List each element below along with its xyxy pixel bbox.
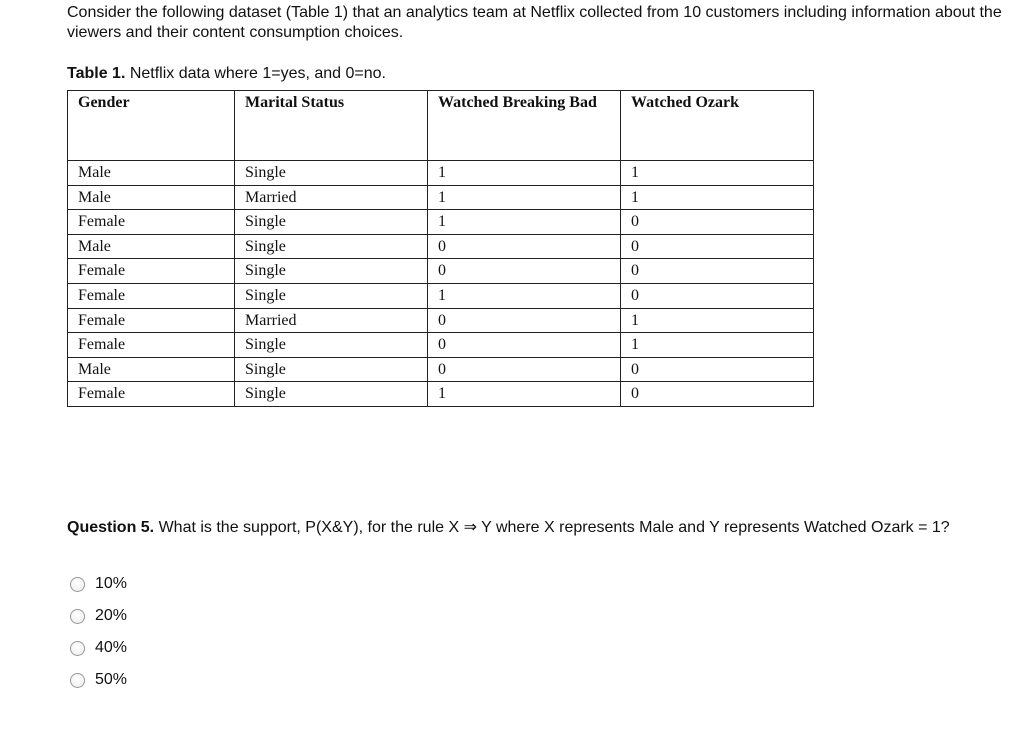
table-caption <box>67 64 386 84</box>
answer-option-10[interactable] <box>70 568 127 600</box>
cell-marital-status: Single <box>235 333 428 358</box>
cell-gender: Female <box>68 382 235 407</box>
radio-button[interactable] <box>70 673 85 688</box>
cell-gender: Female <box>68 210 235 235</box>
table-row <box>68 185 814 210</box>
table-caption-label: Table 1. <box>67 65 126 82</box>
header-watched-breaking-bad: Watched Breaking Bad <box>428 91 621 161</box>
question-body: What is the support, P(X&Y), for the rule X ⇒ Y where X represents Male and Y represents Watched Ozark = 1? <box>154 519 950 536</box>
cell-gender: Female <box>68 259 235 284</box>
answer-option-20[interactable] <box>70 600 127 632</box>
cell-gender: Male <box>68 161 235 186</box>
answer-option-50[interactable] <box>70 664 127 696</box>
cell-breaking-bad: 1 <box>428 283 621 308</box>
header-gender: Gender <box>68 91 235 161</box>
cell-marital-status: Married <box>235 308 428 333</box>
answer-options <box>70 568 127 696</box>
table-header-row <box>68 91 814 161</box>
answer-option-label: 20% <box>95 607 128 624</box>
answer-option-40[interactable] <box>70 632 127 664</box>
cell-breaking-bad: 0 <box>428 308 621 333</box>
header-watched-ozark: Watched Ozark <box>621 91 814 161</box>
cell-breaking-bad: 0 <box>428 259 621 284</box>
cell-marital-status: Single <box>235 382 428 407</box>
intro-text: Consider the following dataset (Table 1) that an analytics team at Netflix collected from 10 customers including information about the viewers and their content consumption choices. <box>67 4 1002 41</box>
cell-breaking-bad: 0 <box>428 234 621 259</box>
cell-gender: Male <box>68 185 235 210</box>
table-row <box>68 210 814 235</box>
cell-gender: Male <box>68 234 235 259</box>
netflix-data-table <box>67 90 814 407</box>
radio-button[interactable] <box>70 609 85 624</box>
cell-ozark: 1 <box>621 333 814 358</box>
cell-marital-status: Single <box>235 259 428 284</box>
cell-marital-status: Married <box>235 185 428 210</box>
cell-ozark: 0 <box>621 210 814 235</box>
cell-gender: Male <box>68 357 235 382</box>
header-marital-status: Marital Status <box>235 91 428 161</box>
cell-ozark: 1 <box>621 185 814 210</box>
table-row <box>68 357 814 382</box>
answer-option-label: 50% <box>95 671 128 688</box>
question-text <box>67 518 1019 538</box>
cell-marital-status: Single <box>235 283 428 308</box>
cell-marital-status: Single <box>235 234 428 259</box>
cell-ozark: 0 <box>621 234 814 259</box>
cell-breaking-bad: 0 <box>428 357 621 382</box>
cell-breaking-bad: 1 <box>428 210 621 235</box>
table-row <box>68 283 814 308</box>
cell-marital-status: Single <box>235 161 428 186</box>
cell-ozark: 0 <box>621 357 814 382</box>
table-row <box>68 161 814 186</box>
table-row <box>68 382 814 407</box>
answer-option-label: 10% <box>95 575 128 592</box>
cell-breaking-bad: 1 <box>428 185 621 210</box>
question-label: Question 5. <box>67 519 155 536</box>
cell-breaking-bad: 1 <box>428 161 621 186</box>
cell-ozark: 0 <box>621 259 814 284</box>
cell-breaking-bad: 0 <box>428 333 621 358</box>
cell-ozark: 0 <box>621 283 814 308</box>
cell-ozark: 0 <box>621 382 814 407</box>
table-row <box>68 308 814 333</box>
table-caption-text: Netflix data where 1=yes, and 0=no. <box>125 65 386 82</box>
cell-ozark: 1 <box>621 308 814 333</box>
cell-marital-status: Single <box>235 210 428 235</box>
answer-option-label: 40% <box>95 639 128 656</box>
radio-button[interactable] <box>70 577 85 592</box>
cell-gender: Female <box>68 333 235 358</box>
cell-breaking-bad: 1 <box>428 382 621 407</box>
table-row <box>68 234 814 259</box>
table-row <box>68 259 814 284</box>
cell-gender: Female <box>68 308 235 333</box>
table-row <box>68 333 814 358</box>
cell-marital-status: Single <box>235 357 428 382</box>
radio-button[interactable] <box>70 641 85 656</box>
cell-ozark: 1 <box>621 161 814 186</box>
cell-gender: Female <box>68 283 235 308</box>
